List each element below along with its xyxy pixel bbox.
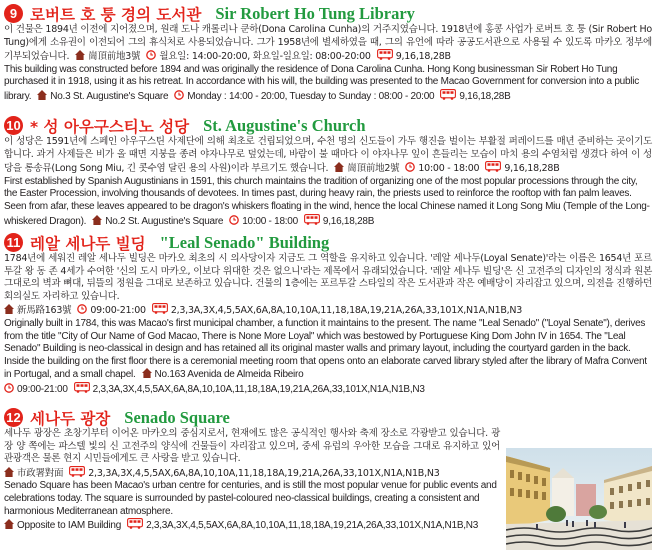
description-english: Originally built in 1784, this was Macao's first municipal chamber, a function it maintains to the present. The name "Leal Senado" ("Loyal Senate"), derives from the title "City of Our Name of God Macao, There is None More Loyal" which was bestowed by Portuguese King Dom John IV in 1654. The "Leal Senado" Building is neo-classical in design and has retained all its original master walls and primary layout, including the courtyard garden in the back. Inside the building on the first floor there is a ceremonial meeting room that opens onto an elaborate carved library styled after the library of Mafra Convent in Portugal, and a small chapel. No.163 Avenida de Almeida Ribeiro	[4, 317, 647, 381]
bus-icon	[127, 518, 143, 529]
house-icon	[142, 368, 152, 378]
section-title	[4, 232, 652, 253]
address-chinese: 市政署對面	[17, 467, 64, 479]
house-icon	[4, 467, 14, 477]
bus-routes: 2,3,3A,3X,4,5,5AX,6A,8A,10,10A,11,18,18A,19,21A,26A,33,101X,N1A,N1B,N3	[170, 305, 523, 317]
hours: 10:00 - 18:00	[418, 163, 480, 175]
description-english: Senado Square has been Macao's urban centre for centuries, and is still the most popular venue for public events and celebrations today. The square is surrounded by pastel-coloured neo-classical buildings, creating a consistent and harmonious Mediterranean atmosphere.	[4, 480, 497, 517]
section-number: 9	[4, 4, 23, 23]
section-ho-tung-library	[4, 3, 652, 104]
address-chinese: 新馬路163號	[17, 305, 72, 317]
hours-english: Monday : 14:00 - 20:00, Tuesday to Sunday : 08:00 - 20:00	[187, 90, 435, 102]
bus-icon	[152, 303, 168, 314]
clock-icon	[174, 90, 184, 100]
description-korean: 1784년에 세워진 레알 세나두 빌딩은 마카오 최초의 시 의사당이자 지금도 그 역할을 유지하고 있습니다. '레알 세나두(Loyal Senate)'라는 이름은 1654년 포르투갈 왕 동 존 4세가 수여한 '신의 도시 마카오, 이보다 위대한 것은 없으니'라는 제목에서 유래되었습니다. '레알 세나두 빌딩'은 신 고전주의 디자인의 정식과 원본 그대로의 벽과 뼈대, 뒤뜰의 정원을 그대로 보존하고 있습니다. 건물의 1층에는 포르투갈 스타일의 작은 도서관과 작은 예배당이 자리잡고 있으며, 의전을 진행하던 회의실도 자리하고 있습니다.	[4, 253, 652, 302]
house-icon	[37, 90, 47, 100]
address-chinese: 崗頂前地3號	[88, 51, 141, 63]
title-english: Sir Robert Ho Tung Library	[215, 3, 415, 23]
address-chinese: 崗頂前地2號	[347, 163, 400, 175]
title-korean: * 성 아우구스티노 성당	[30, 117, 190, 136]
section-number: 12	[4, 408, 23, 427]
hours: 09:00-21:00	[90, 305, 146, 317]
house-icon	[4, 304, 14, 314]
description-korean: 이 성당은 1591년에 스페인 아우구스틴 사제단에 의해 최초로 건립되었으며, 수천 명의 신도들이 가두 행진을 벌이는 부활절 퍼레이드를 매년 준비하는 곳이기도 합니다. 과거 사제들은 비가 올 때면 지붕을 종려 야자나무로 덮었는데, 바람이 불 때마다 이 야자나무 잎이 흔들리는 모습이 마치 용의 수염처럼 생겼다 하여 이 성당을 롱송뮤(Long Song Miu, 긴 콧수염 달린 용의 사원)이라 부르기도 했습니다. 崗頂前地2號 10:00 - 18:00 9,16,18,28B	[4, 136, 652, 175]
section-title	[4, 3, 652, 24]
hours-english: 09:00-21:00	[17, 383, 68, 395]
address-english: Opposite to IAM Building	[17, 520, 122, 532]
bus-routes: 2,3,3A,3X,4,5,5AX,6A,8A,10,10A,11,18,18A,19,21A,26A,33,101X,N1A,N1B,N3	[88, 467, 440, 479]
clock-icon	[77, 304, 87, 314]
section-st-augustine-church	[4, 115, 652, 228]
house-icon	[4, 519, 14, 529]
description-english: This building was constructed before 1894 and was originally the residence of Dona Carolina Cunha. Hong Kong businessman Sir Robert Ho Tung purchased it in 1918, using it as his retreat. In accordance with his will, the building was presented to the Macao Government for conversion into a public library. No.3 St. Augustine's Square Monday : 14:00 - 20:00, Tuesday to Sunday : 08:00 - 20:00 9,16,18,28B	[4, 63, 639, 102]
title-english: Senado Square	[124, 407, 230, 427]
bus-routes-english: 9,16,18,28B	[459, 90, 511, 102]
description-korean: 이 건물은 1894년 이전에 지어졌으며, 원래 도나 캐롤리나 쿤하(Dona Carolina Cunha)의 거주지였습니다. 1918년에 홍콩 사업가 로버트 호 퉁 (Sir Robert Ho Tung)에게 소유권이 이전되어 그의 휴식처로 사용되었습니다. 그가 1958년에 별세하였을 때, 그의 유언에 따라 공공도서관으로 사용될 수 있도록 마카오 정부에 기부되었습니다. 崗頂前地3號 월요일: 14:00-20:00, 화요일-일요일: 08:00-20:00 9,16,18,28B	[4, 24, 652, 63]
meta-line-korean	[4, 303, 652, 318]
description-korean: 세나두 광장은 초창기부터 이어온 마카오의 중심지로서, 현재에도 많은 공식적인 행사와 축제 장소로 각광받고 있습니다. 광장 양 쪽에는 파스텔 빛의 신 고전주의 양식에 건물들이 자리잡고 있으며, 중세 유럽의 우아한 모습을 그대로 유지하고 있어 관광객은 물론 현지 시민들에게도 큰 사랑을 받고 있습니다.	[4, 428, 500, 465]
section-leal-senado-building	[4, 232, 652, 397]
section-number: 11	[4, 233, 23, 252]
bus-icon	[377, 49, 393, 60]
clock-icon	[4, 383, 14, 393]
hours-english: 10:00 - 18:00	[242, 215, 298, 227]
address-english: No.2 St. Augustine's Square	[105, 215, 224, 227]
bus-icon	[304, 214, 320, 225]
bus-icon	[69, 466, 85, 477]
section-title	[4, 115, 652, 136]
meta-line-english	[4, 382, 652, 397]
title-english: St. Augustine's Church	[203, 115, 366, 135]
title-korean: 레알 세나두 빌딩	[30, 234, 146, 253]
bus-routes: 9,16,18,28B	[395, 51, 451, 63]
house-icon	[92, 215, 102, 225]
bus-icon	[485, 161, 501, 172]
description-english: First established by Spanish Augustinians in 1591, this church maintains the tradition of organizing one of the most popular processions through the city, the Easter Procession, involving thousands of devotees. In times past, during heavy rain, the priests used to reinforce the rooftop with fan palm leaves. Seen from afar, these leaves appeared to be dragon's whiskers floating in the wind, hence the local Chinese named it Long Song Miu (Temple of the Long-whiskered Dragon). No.2 St. Augustine's Square 10:00 - 18:00 9,16,18,28B	[4, 175, 650, 227]
address-english: No.163 Avenida de Almeida Ribeiro	[154, 369, 304, 381]
hours-korean: 월요일: 14:00-20:00, 화요일-일요일: 08:00-20:00	[159, 51, 371, 63]
bus-icon	[74, 382, 90, 393]
bus-routes: 9,16,18,28B	[504, 163, 560, 175]
senado-square-photo	[506, 448, 652, 550]
house-icon	[334, 162, 344, 172]
title-korean: 세나두 광장	[30, 409, 111, 428]
address-english: No.3 St. Augustine's Square	[50, 90, 169, 102]
house-icon	[75, 50, 85, 60]
bus-routes-english: 2,3,3A,3X,4,5,5AX,6A,8A,10,10A,11,18,18A,19,21A,26A,33,101X,N1A,N1B,N3	[92, 383, 425, 395]
section-title	[4, 407, 652, 428]
title-korean: 로버트 호 퉁 경의 도서관	[30, 5, 202, 24]
title-english: "Leal Senado" Building	[159, 232, 330, 252]
clock-icon	[405, 162, 415, 172]
bus-icon	[440, 89, 456, 100]
clock-icon	[229, 215, 239, 225]
bus-routes-english: 9,16,18,28B	[322, 215, 375, 227]
clock-icon	[146, 50, 156, 60]
bus-routes-english: 2,3,3A,3X,4,5,5AX,6A,8A,10,10A,11,18,18A,19,21A,26A,33,101X,N1A,N1B,N3	[146, 520, 479, 532]
section-number: 10	[4, 116, 23, 135]
